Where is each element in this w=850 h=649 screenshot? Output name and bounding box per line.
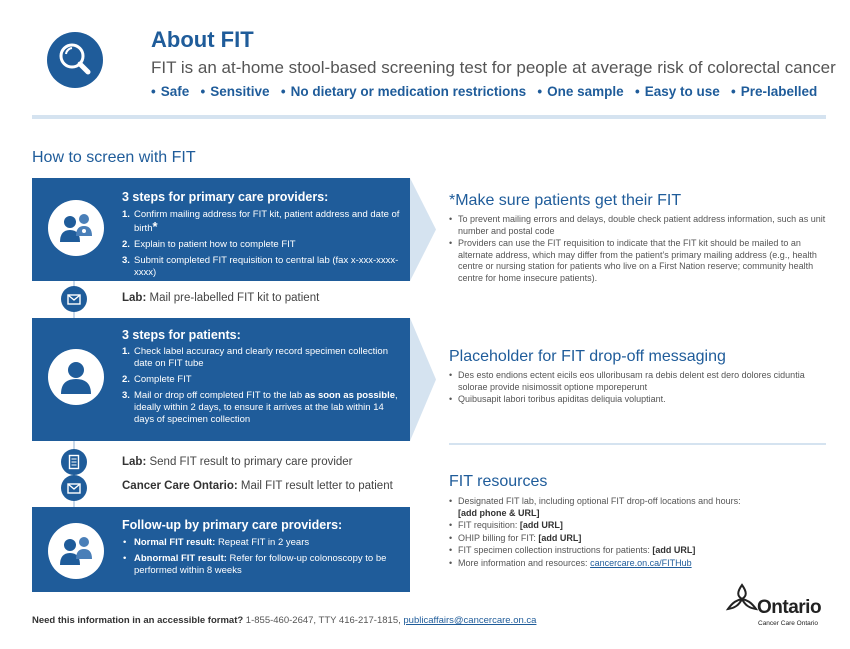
step-item: 2. Complete FIT	[122, 374, 192, 385]
feature-item: • Sensitive	[200, 84, 270, 99]
patients-heading: 3 steps for patients:	[122, 328, 241, 342]
followup-item: • Abnormal FIT result: Refer for follow-up colonoscopy to be performed within 8 weeks	[122, 553, 410, 577]
followup-list	[122, 537, 410, 581]
list-item: • Designated FIT lab, including optional FIT drop-off locations and hours: [add phone & URL]	[449, 496, 827, 519]
list-item: • To prevent mailing errors and delays, double check patient address information, such as unit number and postal code	[449, 214, 827, 237]
lab-send-step: Lab: Send FIT result to primary care provider	[122, 456, 353, 468]
step-item: 3. Submit completed FIT requisition to central lab (fax x-xxx-xxxx-xxxx)	[122, 255, 399, 278]
header-divider	[32, 115, 826, 119]
dropoff-heading: Placeholder for FIT drop-off messaging	[449, 348, 726, 365]
feature-item: • One sample	[537, 84, 624, 99]
list-item: • Des esto endions ectent eicils eos ulloribusam ra debis delent est dero dolores ciduntia solorae provide nisimossit optione mporeperunt	[449, 370, 827, 393]
feature-item: • Safe	[151, 84, 190, 99]
step-item: 2. Explain to patient how to complete FIT	[122, 239, 296, 250]
feature-list	[151, 84, 817, 99]
doctor-patient-icon	[48, 200, 104, 256]
list-item: • FIT requisition: [add URL]	[449, 520, 827, 532]
list-item: • FIT specimen collection instructions for patients: [add URL]	[449, 545, 827, 557]
page-subtitle: FIT is an at-home stool-based screening test for people at average risk of colorectal cancer	[151, 58, 836, 77]
fithub-link[interactable]: cancercare.on.ca/FITHub	[590, 557, 692, 568]
list-item: • Quibusapit labori toribus apiditas deliquia voluptiant.	[449, 394, 827, 406]
step-item: 1. Check label accuracy and clearly record specimen collection date on FIT tube	[122, 346, 388, 369]
page-title: About FIT	[151, 27, 254, 52]
list-item: • Providers can use the FIT requisition to indicate that the FIT kit should be mailed to an alternate address, which may differ from the patient’s primary mailing address (e.g., health centre or nursing station for patients who live on a First Nation reserve; community health centre for home insecure patients).	[449, 238, 827, 284]
lab-mail-step: Lab: Mail pre-labelled FIT kit to patient	[122, 292, 320, 304]
email-link[interactable]: publicaffairs@cancercare.on.ca	[403, 615, 537, 626]
footer-accessibility: Need this information in an accessible format? 1-855-460-2647, TTY 416-217-1815, publicaffairs@cancercare.on.ca	[32, 615, 537, 626]
feature-item: • No dietary or medication restrictions	[280, 84, 527, 99]
feature-item: • Easy to use	[634, 84, 720, 99]
followup-heading: Follow-up by primary care providers:	[122, 518, 343, 532]
feature-item: • Pre-labelled	[731, 84, 818, 99]
arrow-chevron-icon	[410, 178, 438, 281]
envelope-icon	[61, 475, 87, 501]
document-icon	[61, 449, 87, 475]
providers-heading: 3 steps for primary care providers:	[122, 190, 329, 204]
patients-step-list	[122, 346, 404, 430]
cco-mail-step: Cancer Care Ontario: Mail FIT result letter to patient	[122, 480, 393, 492]
doctor-patient-icon	[48, 523, 104, 579]
resources-heading: FIT resources	[449, 473, 548, 490]
patient-icon	[48, 349, 104, 405]
section-title: How to screen with FIT	[32, 149, 196, 166]
make-sure-heading: *Make sure patients get their FIT	[449, 192, 682, 209]
list-item: • More information and resources: cancercare.on.ca/FITHub	[449, 558, 827, 570]
followup-panel	[32, 507, 410, 592]
providers-step-list	[122, 209, 404, 283]
dropoff-list	[449, 370, 827, 407]
section-divider	[449, 443, 826, 445]
ontario-logo: Ontario Cancer Care Ontario	[725, 582, 827, 630]
followup-item: • Normal FIT result: Repeat FIT in 2 years	[122, 537, 410, 549]
list-item: • OHIP billing for FIT: [add URL]	[449, 533, 827, 545]
step-item: 1. Confirm mailing address for FIT kit, patient address and date of birth*	[122, 209, 400, 234]
resources-list	[449, 496, 827, 570]
envelope-icon	[61, 286, 87, 312]
make-sure-list	[449, 214, 827, 285]
arrow-chevron-icon	[410, 318, 438, 441]
step-item: 3. Mail or drop off completed FIT to the lab as soon as possible, ideally within 2 days, to ensure it arrives at the lab within 14 days of specimen collection	[122, 390, 398, 425]
patients-steps-panel	[32, 318, 410, 441]
providers-steps-panel	[32, 178, 410, 281]
magnifier-icon	[47, 32, 103, 88]
trillium-icon	[725, 582, 759, 616]
